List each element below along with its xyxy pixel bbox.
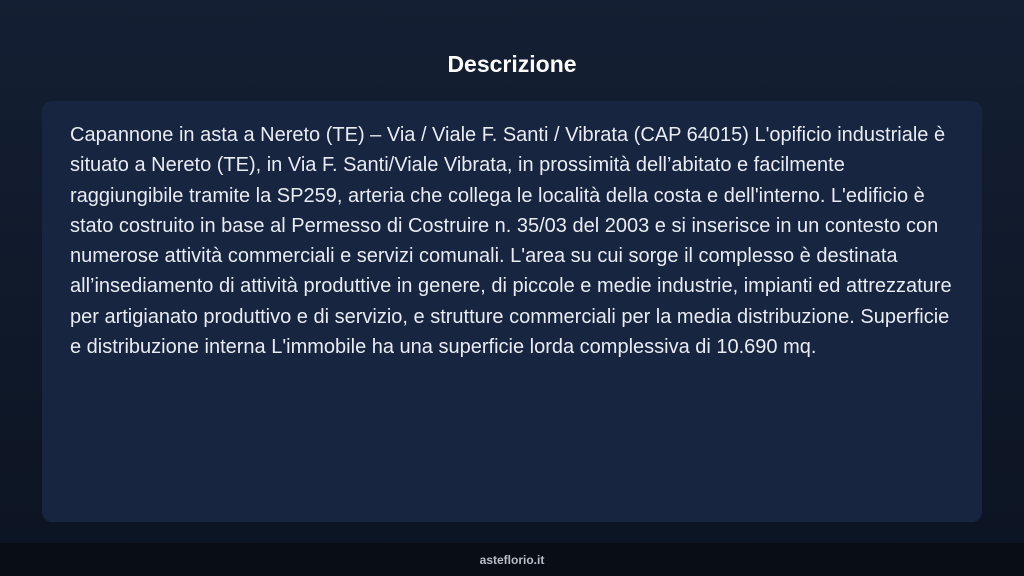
footer-bar bbox=[0, 543, 1024, 576]
page-title: Descrizione bbox=[447, 51, 577, 77]
description-card bbox=[42, 101, 982, 522]
footer-site-label: asteflorio.it bbox=[479, 553, 545, 567]
description-text: Capannone in asta a Nereto (TE) – Via / Viale F. Santi / Vibrata (CAP 64015) L'opificio industriale è situato a Nereto (TE), in Via F. Santi/Viale Vibrata, in prossimità dell’abitato e facilmente raggiungibile tramite la SP259, arteria che collega le località della costa e dell'interno. L'edificio è stato costruito in base al Permesso di Costruire n. 35/03 del 2003 e si inserisce in un contesto con numerose attività commerciali e servizi comunali. L'area su cui sorge il complesso è destinata all’insediamento di attività produttive in genere, di piccole e medie industrie, impianti ed attrezzature per artigianato produttivo e di servizio, e strutture commerciali per la media distribuzione. Superficie e distribuzione interna L'immobile ha una superficie lorda complessiva di 10.690 mq. bbox=[70, 124, 952, 359]
